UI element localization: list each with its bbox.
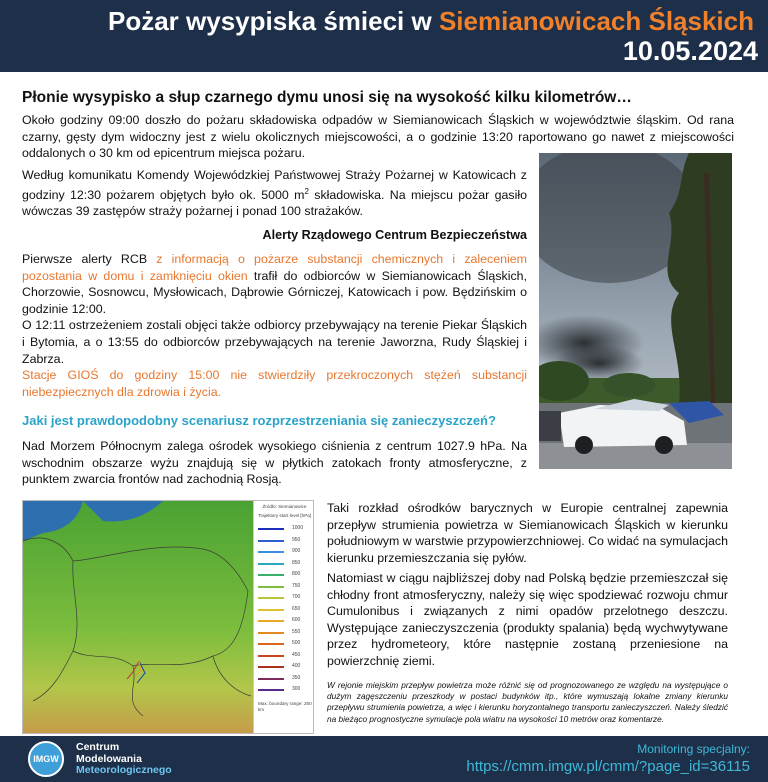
legend-line: [258, 574, 284, 576]
legend-row: [258, 640, 314, 648]
paragraph2-text-after: składowiska. Na miejscu pożar gasiło wówczas 39 zastępów straży pożarnej i ponad 100 strażaków.: [22, 187, 527, 219]
title-text: Pożar wysypiska śmieci w: [107, 6, 439, 36]
legend-line: [258, 666, 284, 668]
legend-row: [258, 583, 314, 591]
map-legend: [253, 501, 314, 734]
legend-line: [258, 643, 284, 645]
organization-name: [76, 742, 172, 777]
page-title: [108, 6, 754, 37]
legend-row: [258, 525, 314, 533]
legend-row: [258, 663, 314, 671]
legend-line: [258, 620, 284, 622]
org-line-2: Modelowania: [76, 752, 142, 765]
map-illustration: [23, 501, 253, 734]
legend-subtitle: Trajektory start level [hPa]: [257, 513, 312, 518]
legend-row: [258, 675, 314, 683]
legend-line: [258, 678, 284, 680]
legend-row: [258, 548, 314, 556]
alerts-heading: Alerty Rządowego Centrum Bezpieczeństwa: [262, 228, 527, 242]
legend-row: [258, 686, 314, 694]
legend-level: 350: [292, 674, 301, 681]
legend-level: 750: [292, 582, 301, 589]
legend-line: [258, 551, 284, 553]
alerts-second: O 12:11 ostrzeżeniem zostali objęci także odbiorcy przebywający na terenie Piekar Śląskich i Bytomia, a o 13:55 do odbiorców przebywających na terenie Jaworzna, Rudy Śląskiej i Zabrza.: [22, 318, 527, 366]
gios-statement: Stacje GIOŚ do godziny 15:00 nie stwierdziły przekroczonych stężeń substancji niebezpiecznych dla zdrowia i życia.: [22, 368, 527, 399]
subtitle: Płonie wysypisko a słup czarnego dymu unosi się na wysokość kilku kilometrów…: [22, 89, 632, 106]
legend-line: [258, 586, 284, 588]
flow-paragraph: Taki rozkład ośrodków barycznych w Europie centralnej zapewnia przepływ strumienia powietrza w Siemianowicach Śląskich w kierunku południowym w warstwie przypowierzchniowej. Co widać na symulacjach kierunku przemieszczania się pyłów.: [327, 501, 728, 565]
monitoring-link[interactable]: https://cmm.imgw.pl/cmm/?page_id=36115: [466, 758, 750, 775]
legend-line: [258, 540, 284, 542]
disclaimer-note: W rejonie miejskim przepływ powietrza może różnić się od prognozowanego ze względu na występujące o dużym zagęszczeniu przeszkody w postaci budynków itp., które wymuszają lokalne zmiany kierunku przepływu strumienia powietrza, a więc i kierunku horyzontalnego transportu zanieczyszczeń. Należy śledzić na bieżąco prognostyczne symulacje pola wiatru na wysokości 10 metrów oraz komentarze.: [327, 680, 728, 724]
smoke-photo-illustration: [539, 153, 732, 469]
legend-line: [258, 609, 284, 611]
monitoring-label: Monitoring specjalny:: [637, 742, 750, 756]
legend-line: [258, 597, 284, 599]
paragraph2-text: Według komunikatu Komendy Wojewódzkiej Państwowej Straży Pożarnej w Katowicach z godziny 12:30 pożarem objętych było ok. 5000 m: [22, 168, 527, 202]
smoke-photo: [539, 153, 732, 469]
alerts-paragraph: [22, 251, 527, 400]
legend-row: [258, 617, 314, 625]
legend-level: 700: [292, 594, 301, 600]
legend-line: [258, 563, 284, 565]
org-line-1: Centrum: [76, 741, 120, 753]
legend-row: [258, 629, 314, 637]
scenario-question: Jaki jest prawdopodobny scenariusz rozprzestrzeniania się zanieczyszczeń?: [22, 413, 496, 428]
legend-footer: Max. boundary range: 250 km: [258, 701, 312, 712]
page-date: 10.05.2024: [622, 36, 758, 66]
trajectory-map: [22, 500, 314, 734]
legend-line: [258, 689, 284, 691]
intro-paragraph: Około godziny 09:00 doszło do pożaru składowiska odpadów w Siemianowicach Śląskich w województwie śląskim. Od rana czarny, gęsty dym widoczny jest z wielu okolicznych miejscowości, a o godzinie 13:20 raportowano go nawet z miejscowości oddalonych o 30 km od epicentrum miejsca pożaru.: [22, 113, 734, 161]
org-line-3: Meteorologicznego: [76, 764, 172, 776]
fire-brigade-paragraph: [22, 167, 527, 220]
legend-row: [258, 537, 314, 545]
legend-level: 1000: [292, 525, 304, 531]
legend-level: 850: [292, 559, 301, 566]
title-highlight: Siemianowicach Śląskich: [438, 6, 754, 36]
legend-level: 500: [292, 640, 301, 646]
legend-title: Źródło: Siemianowice: [262, 504, 307, 509]
superscript: 2: [304, 186, 309, 196]
alerts-text-after: trafił do odbiorców w Siemianowicach Śląskich, Chorzowie, Sosnowcu, Mysłowicach, Dąbrowie Górniczej, Katowicach i pow. Będzińskim o godzinie 12:00.: [22, 268, 527, 316]
legend-level: 450: [292, 651, 301, 658]
legend-row: [258, 606, 314, 614]
pressure-paragraph: Nad Morzem Północnym zalega ośrodek wysokiego ciśnienia z centrum 1027.9 hPa. Na wschodnim obszarze wyżu znajdują się w płytkich zatokach fronty atmosferyczne, z punktem zwarcia frontów nad zachodnią Rosją.: [22, 439, 527, 487]
header-banner: [0, 0, 768, 72]
footer-banner: [0, 736, 768, 782]
legend-level: 650: [292, 605, 301, 612]
imgw-logo-icon: IMGW: [28, 741, 64, 777]
alerts-first: [22, 251, 527, 317]
legend-row: [258, 652, 314, 660]
legend-row: [258, 571, 314, 579]
legend-row: [258, 594, 314, 602]
legend-level: 800: [292, 571, 301, 577]
legend-line: [258, 632, 284, 634]
legend-level: 400: [292, 663, 301, 669]
legend-row: [258, 560, 314, 568]
legend-level: 950: [292, 536, 301, 543]
alerts-text: Pierwsze alerty RCB: [22, 252, 157, 266]
alerts-highlight: z informacją o pożarze substancji chemicznych i zaleceniem pozostania w domu i zamknięciu okien: [22, 252, 527, 283]
legend-level: 600: [292, 617, 301, 623]
legend-line: [258, 655, 284, 657]
legend-line: [258, 528, 284, 530]
legend-level: 550: [292, 628, 301, 635]
legend-level: 300: [292, 686, 301, 692]
legend-level: 900: [292, 548, 301, 554]
front-paragraph: Natomiast w ciągu najbliższej doby nad Polską będzie przemieszczał się chłodny front atmosferyczny, należy się więc spodziewać rozwoju chmur Cumulonibus i związanych z nimi opadów przelotnego deszczu. Występujące zanieczyszczenia (produkty spalania) będą wychwytywane przez hydrometeory, które następnie zostaną przeniesione na powierzchnię ziemi.: [327, 571, 728, 668]
